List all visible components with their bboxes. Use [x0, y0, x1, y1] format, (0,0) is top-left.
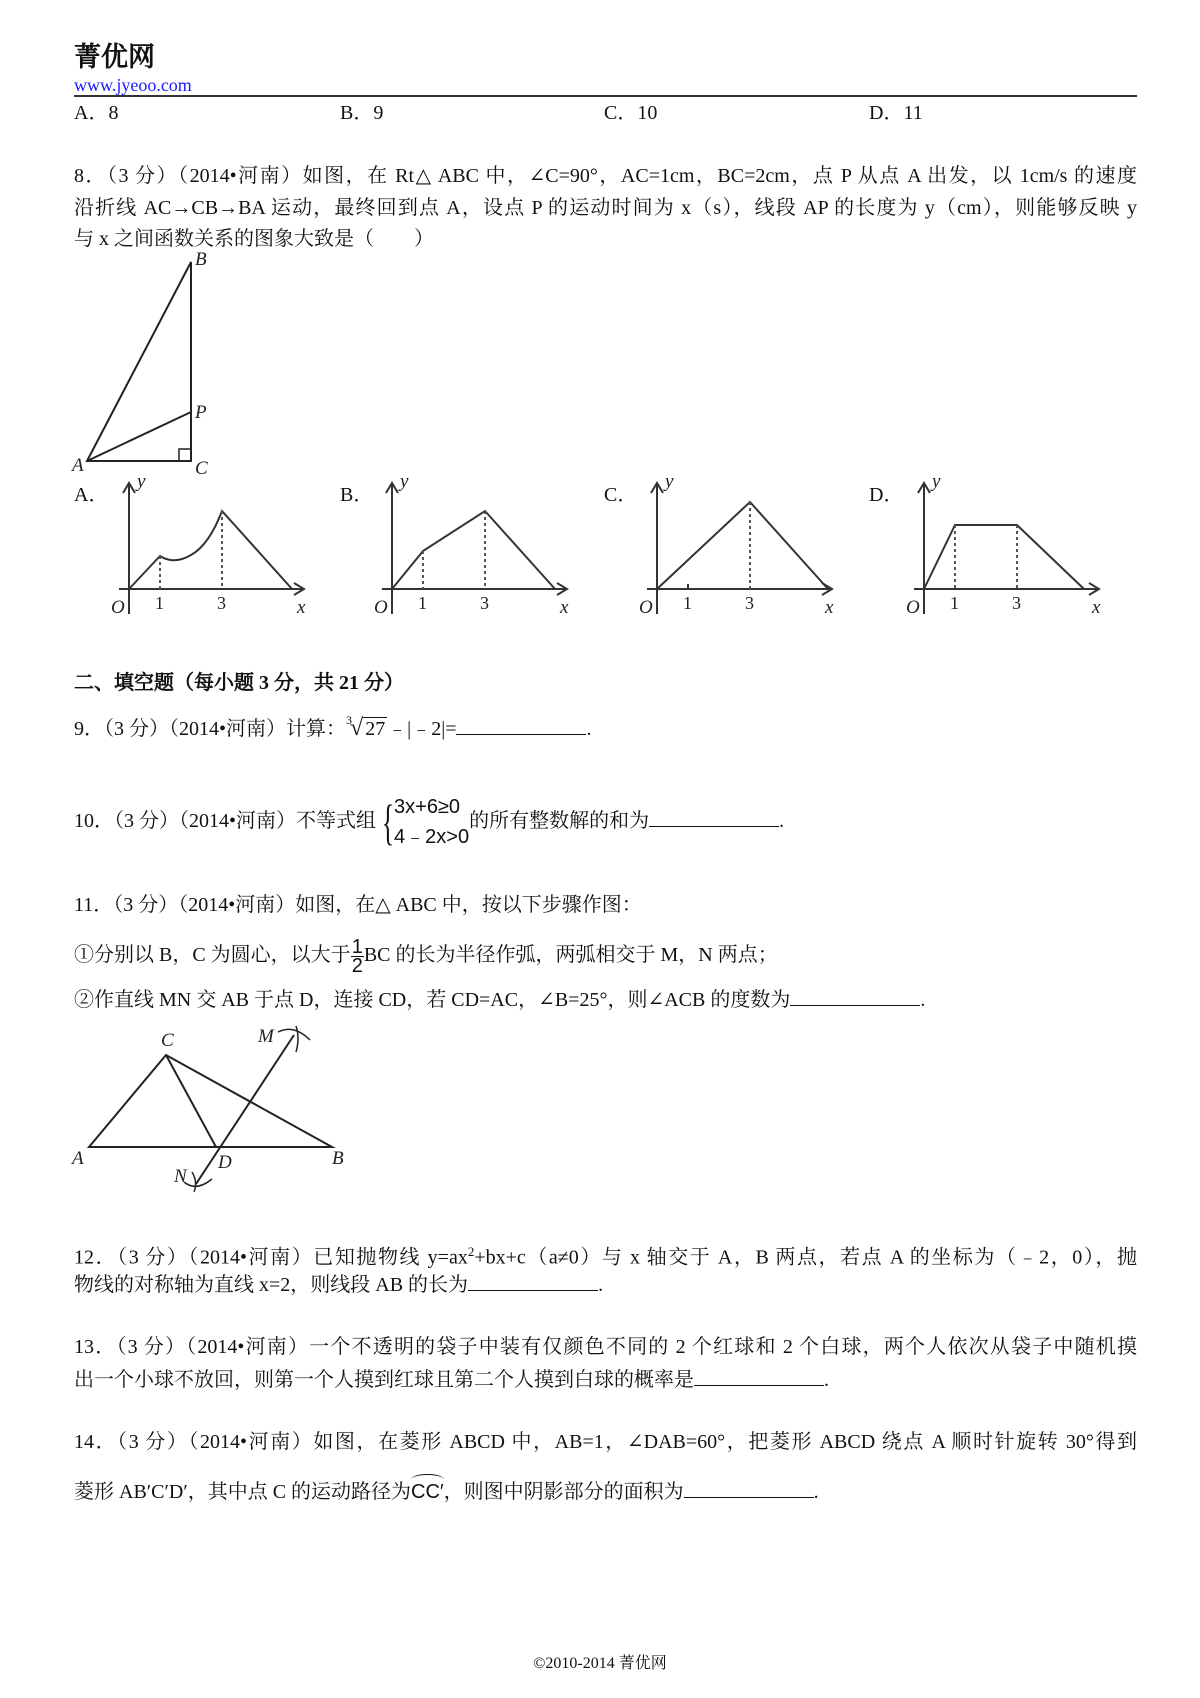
q8-graph-c	[607, 471, 837, 624]
q10-suffix: 的所有整数解的和为	[469, 810, 650, 832]
q8-option-b-label: B．	[340, 484, 374, 506]
inequality-1: 3x+6≥0	[394, 796, 461, 819]
q8-line-2: 沿折线 AC→CB→BA 运动，最终回到点 A，设点 P 的运动时间为 x（s），线段 AP 的长度为 y（cm），则能够反映 y	[74, 197, 1137, 219]
q13-line-1: 13．（3 分）（2014•河南）一个不透明的袋子中装有仅颜色不同的 2 个红球和 2 个白球，两个人依次从袋子中随机摸	[74, 1336, 1137, 1358]
x-label: x	[825, 597, 834, 618]
tick-3: 3	[217, 593, 226, 613]
radicand: 27	[365, 718, 386, 740]
site-url[interactable]: www.jyeoo.com	[74, 75, 192, 95]
step2-text: ②作直线 MN 交 AB 于点 D，连接 CD，若 CD=AC，∠B=25°，则∠ACB 的度数为	[74, 989, 791, 1011]
inequality-2: 4﹣2x>0	[394, 826, 470, 849]
y-label: y	[932, 471, 941, 492]
q8-graph-d	[874, 471, 1104, 624]
q10-prefix: 10．（3 分）（2014•河南）不等式组	[74, 810, 377, 832]
tick-1: 1	[683, 593, 692, 613]
q8-line-3: 与 x 之间函数关系的图象大致是（ ）	[74, 228, 434, 250]
triangle-abc	[89, 1055, 332, 1147]
x-label: x	[297, 597, 306, 618]
q7-option-a: A．8	[74, 102, 119, 124]
q8-option-c-label: C．	[604, 484, 638, 506]
q8-option-d-label: D．	[869, 484, 904, 506]
q10	[74, 790, 784, 852]
cube-root: 3 √ 27	[346, 716, 387, 741]
label-d: D	[218, 1152, 232, 1173]
x-label: x	[1092, 597, 1101, 618]
graph-curve	[924, 525, 1084, 589]
exponent: 2	[467, 1244, 475, 1259]
tick-3: 3	[745, 593, 754, 613]
arc-m	[278, 1029, 310, 1040]
label-n: N	[174, 1166, 187, 1187]
q13-line-2: 出一个小球不放回，则第一个人摸到红球且第二个人摸到白球的概率是 .	[74, 1369, 829, 1391]
y-label: y	[665, 471, 674, 492]
tick-1: 1	[950, 593, 959, 613]
q9-prefix: 9．（3 分）（2014•河南）计算：	[74, 718, 347, 740]
tick-3: 3	[1012, 593, 1021, 613]
label-a: A	[72, 455, 84, 476]
tick-1: 1	[155, 593, 164, 613]
label-b: B	[332, 1148, 344, 1169]
q14-line-2: 菱形 AB′C′D′，其中点 C 的运动路径为CC′，则图中阴影部分的面积为 .	[74, 1481, 819, 1503]
step1-text-a: ①分别以 B，C 为圆心，以大于	[74, 944, 351, 966]
graph-curve	[129, 511, 292, 589]
q12-line-2: 物线的对称轴为直线 x=2，则线段 AB 的长为 .	[74, 1274, 604, 1296]
q9-end: .	[586, 718, 592, 740]
line-mn	[196, 1035, 294, 1184]
q8-graph-b	[342, 471, 572, 624]
q7-option-c: C．10	[604, 102, 658, 124]
label-p: P	[195, 402, 207, 423]
fraction-half: $\frac{1}{2}$	[351, 935, 363, 977]
q10-end: .	[779, 810, 785, 832]
tick-1: 1	[418, 593, 427, 613]
label-m: M	[258, 1026, 274, 1047]
q13-answer-blank[interactable]	[694, 1367, 824, 1386]
y-label: y	[137, 471, 146, 492]
origin-label: O	[111, 597, 125, 618]
q12-line-1: 12．（3 分）（2014•河南）已知抛物线 $y=ax^2+bx+c(a\ne 0)$与 x 轴交于 A，B 两点，若点 A 的坐标为（﹣2，0），抛	[74, 1244, 1137, 1269]
header-divider	[74, 95, 1137, 97]
label-c: C	[195, 458, 208, 479]
q11-line-1: 11．（3 分）（2014•河南）如图，在△ ABC 中，按以下步骤作图：	[74, 894, 642, 916]
q9-expression: ﹣|﹣2|=	[387, 718, 457, 740]
q7-option-d: D．11	[869, 102, 923, 124]
footer-copyright: ©2010-2014 菁优网	[533, 1655, 667, 1672]
q11-step-2	[74, 987, 925, 1012]
origin-label: O	[639, 597, 653, 618]
q8-line-1: 8．（3 分）（2014•河南）如图，在 Rt△ ABC 中，∠C=90°，AC=1cm，BC=2cm，点 P 从点 A 出发，以 1cm/s 的速度	[74, 165, 1137, 187]
site-logo: 菁优网	[74, 42, 155, 73]
label-a: A	[72, 1148, 84, 1169]
q11-figure	[70, 1026, 370, 1210]
q7-option-b: B．9	[340, 102, 384, 124]
label-c: C	[161, 1030, 174, 1051]
q14-answer-blank[interactable]	[684, 1479, 814, 1498]
arc-cc-prime: CC′	[411, 1481, 444, 1503]
q11-end: .	[920, 989, 926, 1011]
inequality-system: { 3x+6≥0 4﹣2x>0	[382, 794, 470, 851]
graph-curve	[657, 502, 828, 589]
origin-label: O	[374, 597, 388, 618]
q8-triangle-figure	[70, 250, 240, 480]
label-b: B	[195, 249, 207, 270]
root-index: 3	[346, 713, 353, 727]
tick-3: 3	[480, 593, 489, 613]
right-angle-mark	[179, 449, 191, 461]
q9	[74, 713, 592, 741]
q12-answer-blank[interactable]	[468, 1272, 598, 1291]
q9-answer-blank[interactable]	[456, 716, 586, 735]
origin-label: O	[906, 597, 920, 618]
q8-graph-a	[79, 471, 309, 624]
q14-line-1: 14．（3 分）（2014•河南）如图，在菱形 ABCD 中，AB=1，∠DAB=60°，把菱形 ABCD 绕点 A 顺时针旋转 30°得到	[74, 1431, 1137, 1453]
triangle-abc	[87, 262, 191, 461]
q8-option-a-label: A．	[74, 484, 109, 506]
q11-answer-blank[interactable]	[790, 987, 920, 1006]
q11-step-1	[74, 935, 778, 975]
step1-text-b: BC 的长为半径作弧，两弧相交于 M，N 两点；	[363, 944, 778, 966]
section-heading-fill-in: 二、填空题（每小题 3 分，共 21 分）	[74, 672, 404, 694]
graph-curve	[392, 511, 555, 589]
y-label: y	[400, 471, 409, 492]
segment-ap	[87, 412, 191, 461]
q10-answer-blank[interactable]	[649, 808, 779, 827]
x-label: x	[560, 597, 569, 618]
